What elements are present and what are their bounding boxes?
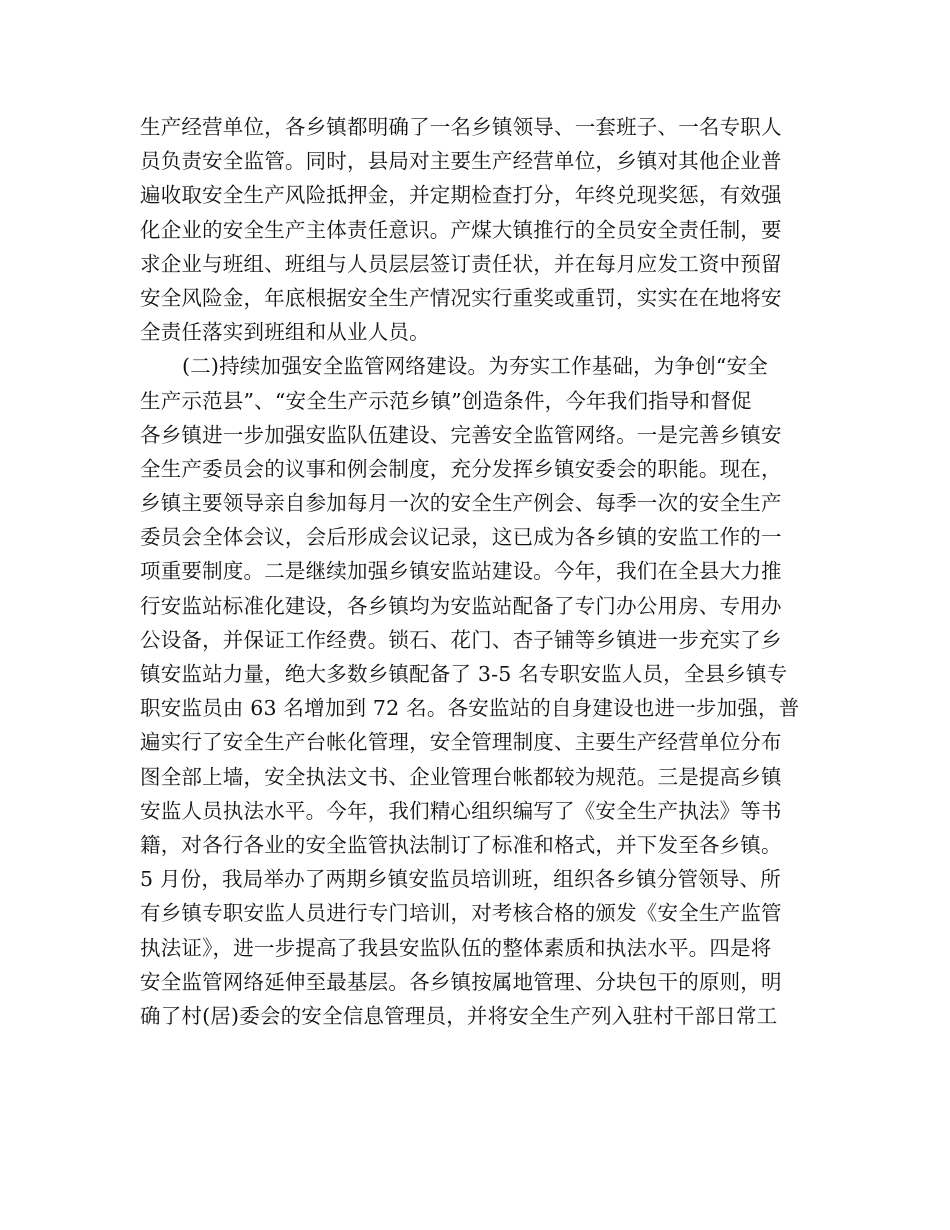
text-line: 员负责安全监管。同时，县局对主要生产经营单位，乡镇对其他企业普 bbox=[140, 149, 782, 174]
text-line: 5 月份，我局举办了两期乡镇安监员培训班，组织各乡镇分管领导、所 bbox=[140, 867, 781, 892]
text-line: 遍实行了安全生产台帐化管理，安全管理制度、主要生产经营单位分布 bbox=[140, 730, 782, 755]
text-line: 生产示范县”、“安全生产示范乡镇”创造条件，今年我们指导和督促 bbox=[140, 388, 752, 413]
text-line: 镇安监站力量，绝大多数乡镇配备了 3-5 名专职安监人员，全县乡镇专 bbox=[140, 662, 788, 686]
text-line: 全生产委员会的议事和例会制度，充分发挥乡镇安委会的职能。现在， bbox=[140, 456, 782, 481]
text-line: 化企业的安全生产主体责任意识。产煤大镇推行的全员安全责任制，要 bbox=[140, 217, 782, 242]
text-line: 籍，对各行各业的安全监管执法制订了标准和格式，并下发至各乡镇。 bbox=[140, 832, 782, 857]
text-line: 职安监员由 63 名增加到 72 名。各安监站的自身建设也进一步加强，普 bbox=[140, 696, 800, 721]
text-line: 求企业与班组、班组与人员层层签订责任状，并在每月应发工资中预留 bbox=[140, 251, 782, 276]
text-line: 各乡镇进一步加强安监队伍建设、完善安全监管网络。一是完善乡镇安 bbox=[140, 422, 782, 447]
text-line: 图全部上墙，安全执法文书、企业管理台帐都较为规范。三是提高乡镇 bbox=[140, 764, 782, 789]
text-line: 行安监站标准化建设，各乡镇均为安监站配备了专门办公用房、专用办 bbox=[140, 593, 782, 618]
text-line: 安全风险金，年底根据安全生产情况实行重奖或重罚，实实在在地将安 bbox=[140, 285, 782, 310]
text-line: 委员会全体会议，会后形成会议记录，这已成为各乡镇的安监工作的一 bbox=[140, 525, 782, 550]
text-line: 公设备，并保证工作经费。锁石、花门、杏子铺等乡镇进一步充实了乡 bbox=[140, 627, 782, 652]
text-line: 全责任落实到班组和从业人员。 bbox=[140, 320, 430, 345]
text-line: 安监人员执法水平。今年，我们精心组织编写了《安全生产执法》等书 bbox=[140, 798, 782, 823]
text-line: 遍收取安全生产风险抵押金，并定期检查打分，年终兑现奖惩，有效强 bbox=[140, 183, 782, 208]
text-line: 执法证》，进一步提高了我县安监队伍的整体素质和执法水平。四是将 bbox=[140, 935, 772, 960]
text-line: 确了村(居)委会的安全信息管理员，并将安全生产列入驻村干部日常工 bbox=[140, 1003, 778, 1028]
text-line: 乡镇主要领导亲自参加每月一次的安全生产例会、每季一次的安全生产 bbox=[140, 491, 782, 516]
text-line: 生产经营单位，各乡镇都明确了一名乡镇领导、一套班子、一名专职人 bbox=[140, 115, 782, 139]
section-heading-line: (二)持续加强安全监管网络建设。为夯实工作基础，为争创“安全 bbox=[182, 354, 768, 379]
text-line: 项重要制度。二是继续加强乡镇安监站建设。今年，我们在全县大力推 bbox=[140, 559, 782, 584]
document-body bbox=[140, 110, 810, 1033]
text-line: 有乡镇专职安监人员进行专门培训，对考核合格的颁发《安全生产监管 bbox=[140, 901, 782, 926]
text-line: 安全监管网络延伸至最基层。各乡镇按属地管理、分块包干的原则，明 bbox=[140, 969, 782, 994]
